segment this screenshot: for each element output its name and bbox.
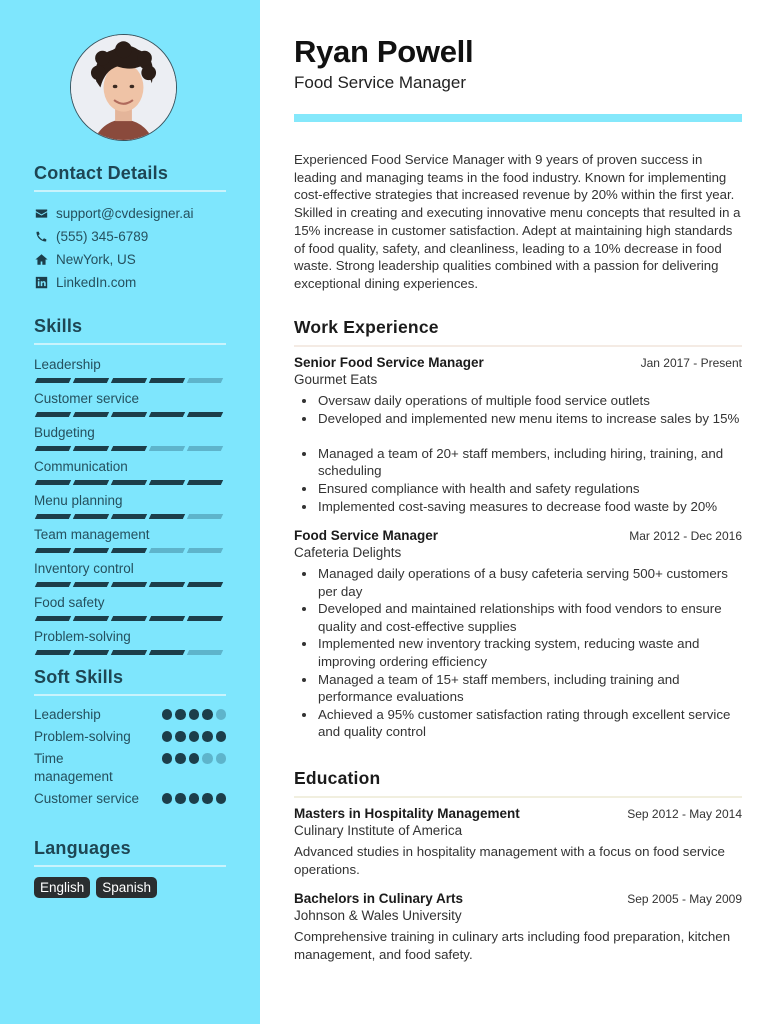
skill-level-segment: [35, 582, 71, 587]
skill-level-segment: [35, 378, 71, 383]
job-title: Senior Food Service Manager: [294, 355, 484, 370]
education-dates: Sep 2005 - May 2009: [627, 892, 742, 906]
soft-skill-item: [34, 790, 226, 808]
soft-skill-name: Customer service: [34, 791, 140, 806]
envelope-icon: [34, 207, 48, 221]
rating-dot: [162, 793, 173, 804]
soft-skill-item: [34, 750, 226, 786]
profile-summary: Experienced Food Service Manager with 9 years of proven success in leading and managing teams in the food industry. Known for implementing cost-effective strategies that increased revenue by 20% within the first year. Skilled in creating and executing innovative menu concepts that resulted in a 15% increase in customer satisfaction. Adept at maintaining high standards of food quality, safety, and cleanliness, leading to a 10% decrease in food waste. Strong leadership qualities combined with a passion for delivering exceptional dining experiences.: [294, 152, 741, 291]
job-bullet: Managed a team of 20+ staff members, including hiring, training, and scheduling: [318, 445, 742, 480]
skill-item: [34, 423, 226, 451]
contact-location: [34, 248, 226, 271]
soft-skills-title: Soft Skills: [34, 667, 226, 696]
job-bullet: Ensured compliance with health and safety regulations: [318, 480, 742, 498]
rating-dot: [202, 709, 213, 720]
rating-dot: [162, 731, 173, 742]
job-bullet: Achieved a 95% customer satisfaction rating through excellent service and quality control: [318, 706, 742, 741]
education-description: Comprehensive training in culinary arts including food preparation, kitchen management, and food safety.: [294, 929, 731, 962]
skill-level-segment: [187, 378, 223, 383]
skill-name: Budgeting: [34, 425, 95, 440]
rating-dot: [175, 709, 186, 720]
skill-level-bar: [34, 378, 226, 383]
phone-icon: [34, 230, 48, 244]
skill-level-segment: [111, 514, 147, 519]
skill-level-segment: [111, 446, 147, 451]
soft-skill-name: Problem-solving: [34, 729, 131, 744]
language-badge: English: [34, 877, 90, 898]
languages-title: Languages: [34, 838, 226, 867]
contact-phone[interactable]: [34, 225, 226, 248]
job-entry: [294, 355, 742, 515]
job-bullets: [294, 392, 742, 515]
skill-level-segment: [149, 446, 185, 451]
skill-level-bar: [34, 446, 226, 451]
sidebar: [0, 0, 260, 1024]
skill-level-segment: [73, 412, 109, 417]
skill-level-segment: [111, 548, 147, 553]
skill-level-segment: [111, 616, 147, 621]
soft-skill-rating: [162, 728, 227, 742]
rating-dot: [175, 731, 186, 742]
skill-item: [34, 525, 226, 553]
skill-level-segment: [187, 412, 223, 417]
skill-level-segment: [35, 446, 71, 451]
rating-dot: [189, 709, 200, 720]
skill-name: Communication: [34, 459, 128, 474]
job-bullet: Managed daily operations of a busy cafeteria serving 500+ customers per day: [318, 565, 742, 600]
soft-skills-list: [34, 706, 226, 808]
skill-level-segment: [149, 378, 185, 383]
degree-title: Masters in Hospitality Management: [294, 806, 520, 821]
job-bullet: Implemented cost-saving measures to decrease food waste by 20%: [318, 498, 742, 516]
rating-dot: [189, 793, 200, 804]
languages-section: [34, 838, 226, 898]
skill-level-segment: [35, 412, 71, 417]
skill-level-segment: [149, 650, 185, 655]
education-dates: Sep 2012 - May 2014: [627, 807, 742, 821]
contact-section: [34, 163, 226, 294]
skill-level-segment: [149, 616, 185, 621]
skill-level-bar: [34, 514, 226, 519]
skill-level-segment: [149, 480, 185, 485]
skill-level-bar: [34, 412, 226, 417]
job-bullets: [294, 565, 742, 741]
school-name: Culinary Institute of America: [294, 823, 463, 838]
contact-linkedin[interactable]: [34, 271, 226, 294]
rating-dot: [216, 709, 227, 720]
skill-name: Customer service: [34, 391, 140, 406]
skill-level-segment: [73, 548, 109, 553]
soft-skill-rating: [162, 706, 227, 720]
rating-dot: [216, 731, 227, 742]
rating-dot: [189, 731, 200, 742]
soft-skill-name: Leadership: [34, 707, 101, 722]
job-bullet: Managed a team of 15+ staff members, including training and performance evaluations: [318, 671, 742, 706]
skill-level-segment: [73, 480, 109, 485]
skill-level-bar: [34, 650, 226, 655]
skill-level-segment: [111, 378, 147, 383]
skill-item: [34, 593, 226, 621]
rating-dot: [216, 753, 227, 764]
soft-skill-rating: [162, 790, 227, 804]
degree-title: Bachelors in Culinary Arts: [294, 891, 464, 906]
skill-name: Food safety: [34, 595, 105, 610]
skill-level-segment: [187, 514, 223, 519]
contact-phone-text: (555) 345-6789: [56, 229, 149, 244]
language-badge: Spanish: [96, 877, 157, 898]
job-bullet: Developed and maintained relationships with food vendors to ensure quality and cost-effective supplies: [318, 600, 742, 635]
skill-name: Problem-solving: [34, 629, 131, 644]
linkedin-icon: [34, 276, 48, 290]
education-entry: [294, 891, 742, 964]
school-name: Johnson & Wales University: [294, 908, 462, 923]
job-dates: Mar 2012 - Dec 2016: [629, 529, 742, 543]
home-icon: [34, 253, 48, 267]
soft-skill-item: [34, 706, 226, 724]
skill-level-segment: [35, 548, 71, 553]
skill-name: Menu planning: [34, 493, 123, 508]
skill-item: [34, 491, 226, 519]
education-entry: [294, 806, 742, 879]
soft-skills-section: [34, 667, 226, 812]
education-description: Advanced studies in hospitality management with a focus on food service operations.: [294, 844, 725, 877]
skill-level-segment: [111, 582, 147, 587]
job-dates: Jan 2017 - Present: [640, 356, 742, 370]
job-bullet: Developed and implemented new menu items to increase sales by 15%: [318, 410, 742, 428]
candidate-name: Ryan Powell: [294, 34, 474, 69]
skill-item: [34, 627, 226, 655]
rating-dot: [175, 753, 186, 764]
contact-title: Contact Details: [34, 163, 226, 192]
skills-section: [34, 316, 226, 661]
skill-level-segment: [187, 616, 223, 621]
skill-level-segment: [111, 480, 147, 485]
skill-item: [34, 457, 226, 485]
skill-level-segment: [73, 616, 109, 621]
skill-level-bar: [34, 616, 226, 621]
skill-level-segment: [73, 446, 109, 451]
skill-level-segment: [35, 480, 71, 485]
rating-dot: [202, 793, 213, 804]
skill-level-segment: [187, 548, 223, 553]
soft-skill-item: [34, 728, 226, 746]
skill-name: Inventory control: [34, 561, 134, 576]
job-company: Cafeteria Delights: [294, 545, 402, 560]
skill-level-segment: [35, 514, 71, 519]
job-bullet: Implemented new inventory tracking system, reducing waste and improving ordering efficiency: [318, 635, 742, 670]
skill-level-segment: [111, 650, 147, 655]
skill-level-segment: [149, 582, 185, 587]
skill-level-bar: [34, 480, 226, 485]
profile-photo: [71, 35, 176, 140]
contact-location-text: NewYork, US: [56, 252, 136, 267]
contact-email[interactable]: [34, 202, 226, 225]
skill-level-segment: [187, 582, 223, 587]
skill-name: Team management: [34, 527, 150, 542]
skill-level-segment: [149, 548, 185, 553]
job-company: Gourmet Eats: [294, 372, 378, 387]
skill-level-bar: [34, 548, 226, 553]
rating-dot: [175, 793, 186, 804]
language-badges: [34, 877, 226, 898]
skills-title: Skills: [34, 316, 226, 345]
skill-level-segment: [35, 650, 71, 655]
rating-dot: [162, 709, 173, 720]
rating-dot: [162, 753, 173, 764]
skill-name: Leadership: [34, 357, 101, 372]
soft-skill-name: Time management: [34, 751, 113, 784]
education-title: Education: [294, 768, 742, 798]
skill-item: [34, 559, 226, 587]
skill-level-segment: [111, 412, 147, 417]
soft-skill-rating: [162, 750, 227, 764]
skill-level-segment: [73, 582, 109, 587]
skill-item: [34, 355, 226, 383]
skills-list: [34, 355, 226, 655]
skill-level-bar: [34, 582, 226, 587]
rating-dot: [202, 731, 213, 742]
work-experience-title: Work Experience: [294, 317, 742, 347]
rating-dot: [189, 753, 200, 764]
skill-level-segment: [187, 446, 223, 451]
contact-linkedin-text: LinkedIn.com: [56, 275, 137, 290]
skill-level-segment: [187, 480, 223, 485]
rating-dot: [202, 753, 213, 764]
contact-email-text: support@cvdesigner.ai: [56, 206, 194, 221]
candidate-title: Food Service Manager: [294, 73, 466, 92]
skill-level-segment: [73, 650, 109, 655]
job-bullet: Oversaw daily operations of multiple food service outlets: [318, 392, 742, 410]
skill-level-segment: [73, 378, 109, 383]
rating-dot: [216, 793, 227, 804]
avatar: [70, 34, 177, 141]
skill-level-segment: [187, 650, 223, 655]
skill-level-segment: [73, 514, 109, 519]
skill-level-segment: [35, 616, 71, 621]
skill-level-segment: [149, 412, 185, 417]
skill-item: [34, 389, 226, 417]
job-entry: [294, 528, 742, 741]
job-title: Food Service Manager: [294, 528, 439, 543]
skill-level-segment: [149, 514, 185, 519]
accent-divider: [294, 114, 742, 122]
